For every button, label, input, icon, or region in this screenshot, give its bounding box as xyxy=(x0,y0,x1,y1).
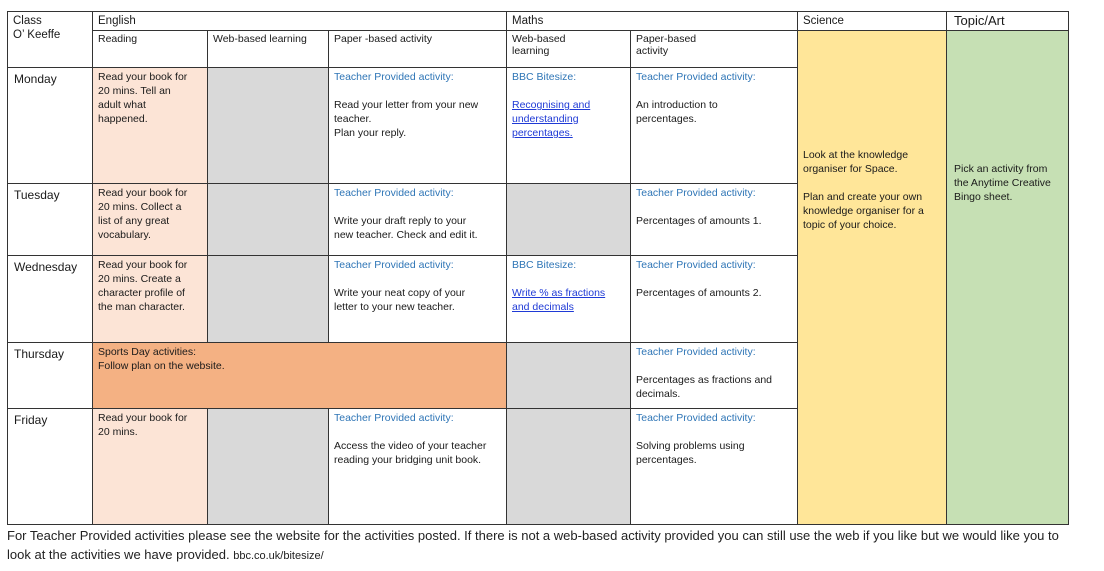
monday-web-empty xyxy=(207,67,329,184)
science-header: Science xyxy=(797,11,947,31)
friday-web-empty xyxy=(207,408,329,525)
day-friday: Friday xyxy=(7,408,93,525)
wednesday-reading: Read your book for 20 mins. Create a character profile of the man character. xyxy=(92,255,208,343)
thursday-maths-paper: Teacher Provided activity: Percentages as fractions and decimals. xyxy=(630,342,798,409)
class-header xyxy=(7,11,93,68)
bitesize-url[interactable]: bbc.co.uk/bitesize/ xyxy=(233,550,324,562)
timetable xyxy=(7,11,1069,525)
wednesday-paper: Teacher Provided activity: Write your neat copy of your letter to your new teacher. xyxy=(328,255,507,343)
day-monday: Monday xyxy=(7,67,93,184)
day-wednesday: Wednesday xyxy=(7,255,93,343)
tuesday-web-empty xyxy=(207,183,329,256)
friday-maths-paper: Teacher Provided activity: Solving problems using percentages. xyxy=(630,408,798,525)
friday-maths-web-empty xyxy=(506,408,631,525)
monday-reading: Read your book for 20 mins. Tell an adult what happened. xyxy=(92,67,208,184)
teacher-activity-title: Teacher Provided activity: xyxy=(334,71,454,83)
monday-paper: Teacher Provided activity: Read your letter from your new teacher. Plan your reply. xyxy=(328,67,507,184)
friday-paper: Teacher Provided activity: Access the video of your teacher reading your bridging unit book. xyxy=(328,408,507,525)
monday-maths-paper: Teacher Provided activity: An introduction to percentages. xyxy=(630,67,798,184)
science-cell: Look at the knowledge organiser for Space. Plan and create your own knowledge organiser for a topic of your choice. xyxy=(797,30,947,525)
teacher-name: O’ Keeffe xyxy=(13,29,61,41)
link-fractions-decimals[interactable]: Write % as fractions and decimals xyxy=(512,287,606,313)
topic-art-header: Topic/Art xyxy=(946,11,1069,31)
wednesday-maths-paper: Teacher Provided activity: Percentages of amounts 2. xyxy=(630,255,798,343)
link-percentages[interactable]: Recognising and understanding percentages. xyxy=(512,99,591,139)
class-label: Class xyxy=(13,15,42,27)
bbc-bitesize-title: BBC Bitesize: xyxy=(512,71,577,83)
footer-note xyxy=(7,526,1067,566)
friday-reading: Read your book for 20 mins. xyxy=(92,408,208,525)
tuesday-paper: Teacher Provided activity: Write your draft reply to your new teacher. Check and edit it. xyxy=(328,183,507,256)
maths-web-subheader: Web-based learning xyxy=(506,30,631,68)
monday-maths-web xyxy=(506,67,631,184)
day-thursday: Thursday xyxy=(7,342,93,409)
wednesday-maths-web: BBC Bitesize: Write % as fractions and decimals xyxy=(506,255,631,343)
topic-art-cell: Pick an activity from the Anytime Creative Bingo sheet. xyxy=(946,30,1069,525)
paper-based-subheader: Paper -based activity xyxy=(328,30,507,68)
english-header: English xyxy=(92,11,507,31)
wednesday-web-empty xyxy=(207,255,329,343)
maths-paper-subheader: Paper-based activity xyxy=(630,30,798,68)
thursday-maths-web-empty xyxy=(506,342,631,409)
footer-note-text: For Teacher Provided activities please see the website for the activities posted. If there is not a web-based activity provided you can still use the web if you like but we would like you to look at the activities we have provided. xyxy=(7,528,1059,562)
tuesday-reading: Read your book for 20 mins. Collect a list of any great vocabulary. xyxy=(92,183,208,256)
reading-subheader: Reading xyxy=(92,30,208,68)
web-based-subheader: Web-based learning xyxy=(207,30,329,68)
thursday-sports-day: Sports Day activities: Follow plan on the website. xyxy=(92,342,507,409)
tuesday-maths-paper: Teacher Provided activity: Percentages of amounts 1. xyxy=(630,183,798,256)
tuesday-maths-web-empty xyxy=(506,183,631,256)
day-tuesday: Tuesday xyxy=(7,183,93,256)
maths-header: Maths xyxy=(506,11,798,31)
